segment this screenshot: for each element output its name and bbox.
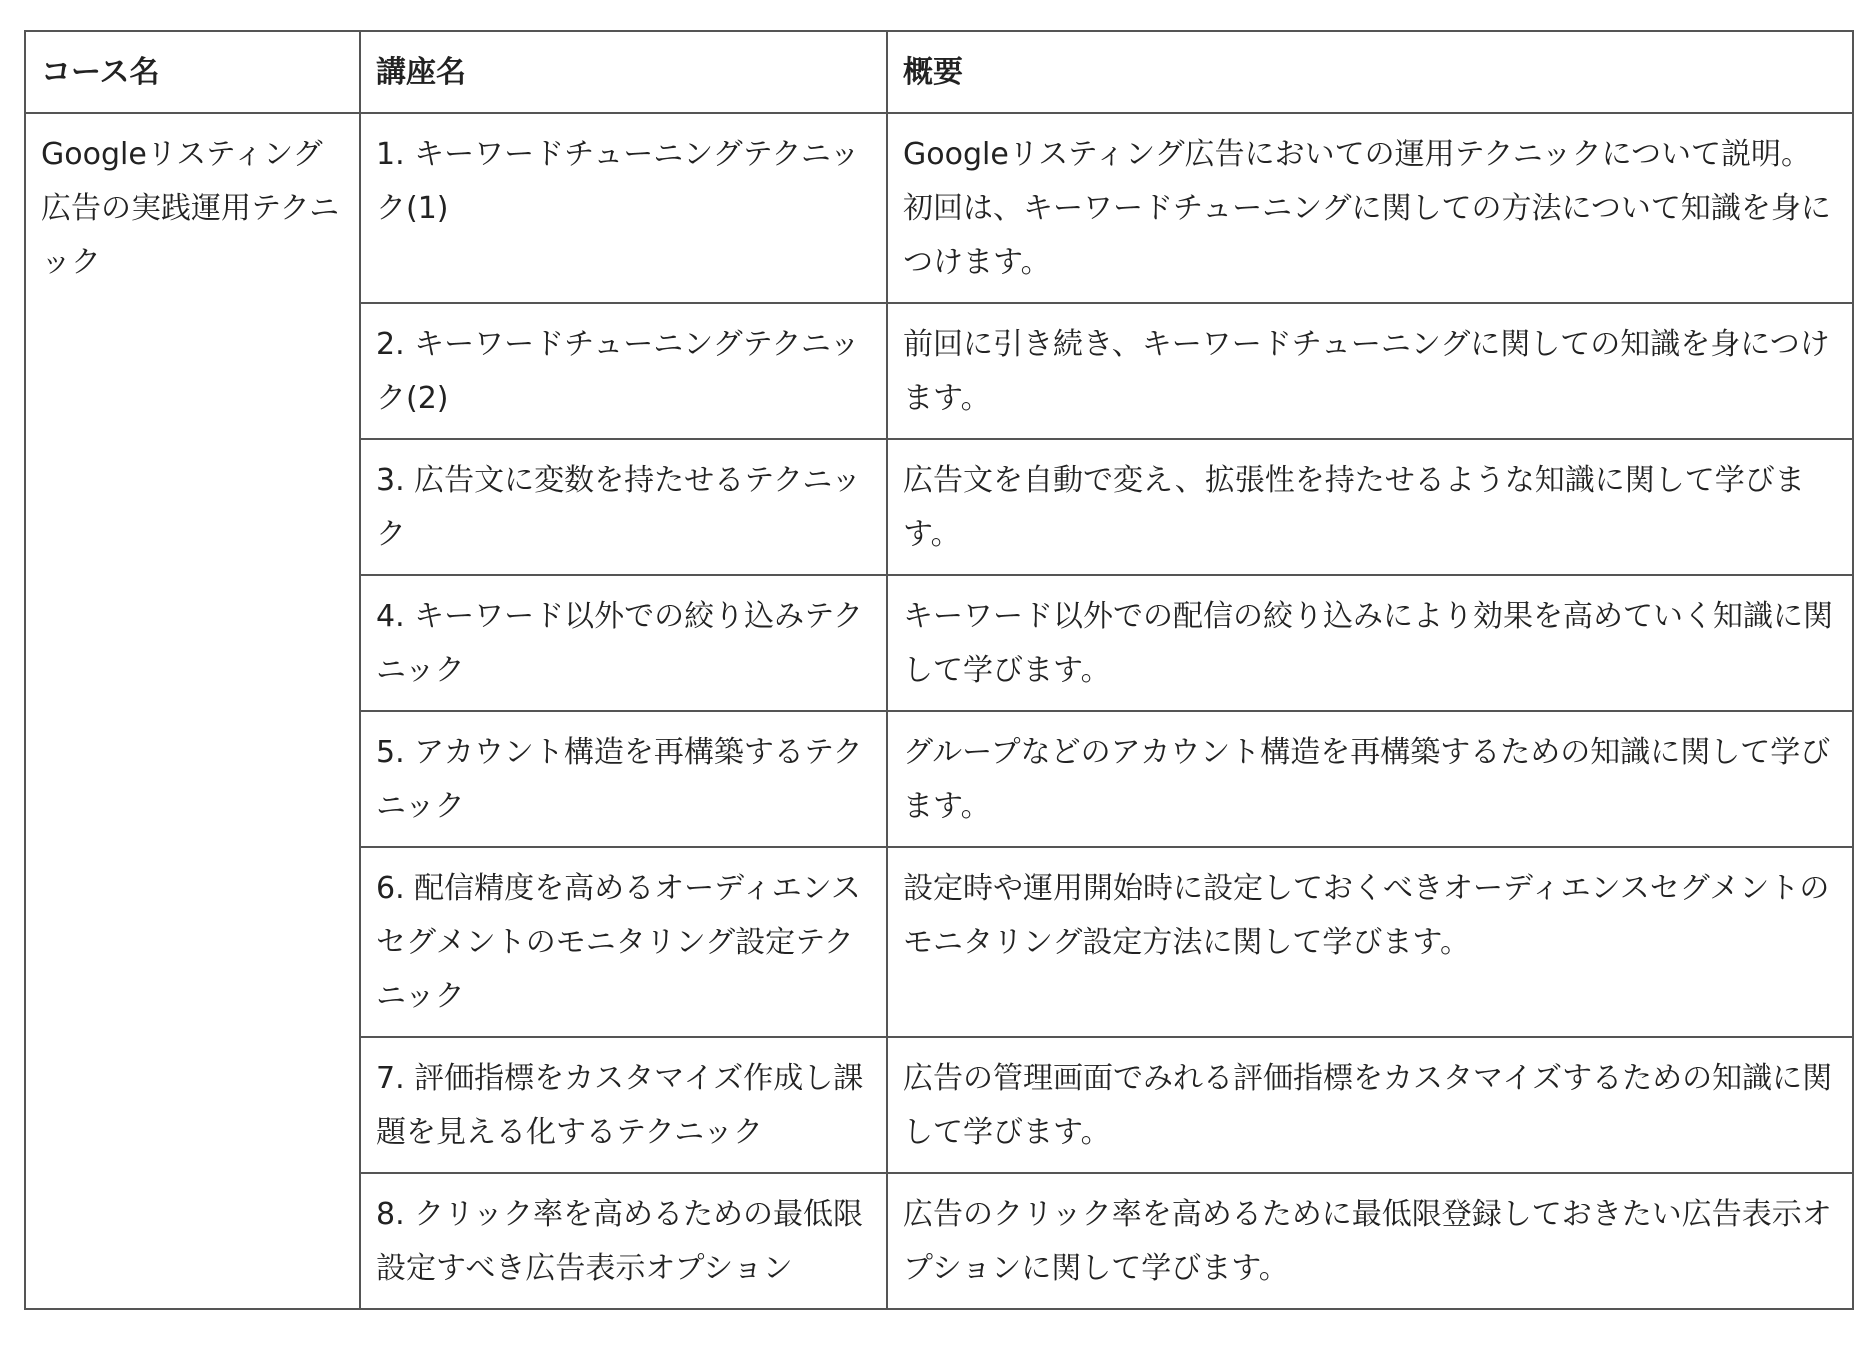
summary-cell: キーワード以外での配信の絞り込みにより効果を高めていく知識に関して学びます。: [887, 575, 1853, 711]
header-summary: 概要: [887, 31, 1853, 113]
lecture-name-cell: 3. 広告文に変数を持たせるテクニック: [360, 439, 887, 575]
table-row: [25, 113, 1853, 303]
header-lecture-name: 講座名: [360, 31, 887, 113]
summary-cell: 広告の管理画面でみれる評価指標をカスタマイズするための知識に関して学びます。: [887, 1037, 1853, 1173]
summary-cell: 広告文を自動で変え、拡張性を持たせるような知識に関して学びます。: [887, 439, 1853, 575]
lecture-name-cell: 2. キーワードチューニングテクニック(2): [360, 303, 887, 439]
summary-cell: 広告のクリック率を高めるために最低限登録しておきたい広告表示オプションに関して学びます。: [887, 1173, 1853, 1309]
lecture-name-cell: 6. 配信精度を高めるオーディエンスセグメントのモニタリング設定テクニック: [360, 847, 887, 1037]
summary-cell: グループなどのアカウント構造を再構築するための知識に関して学びます。: [887, 711, 1853, 847]
lecture-name-cell: 8. クリック率を高めるための最低限設定すべき広告表示オプション: [360, 1173, 887, 1309]
summary-cell: 設定時や運用開始時に設定しておくべきオーディエンスセグメントのモニタリング設定方法に関して学びます。: [887, 847, 1853, 1037]
summary-cell: Googleリスティング広告においての運用テクニックについて説明。初回は、キーワードチューニングに関しての方法について知識を身につけます。: [887, 113, 1853, 303]
course-table-container: [24, 30, 1852, 1310]
summary-cell: 前回に引き続き、キーワードチューニングに関しての知識を身につけます。: [887, 303, 1853, 439]
course-table: [24, 30, 1854, 1310]
header-course-name: コース名: [25, 31, 360, 113]
course-name-cell: Googleリスティング広告の実践運用テクニック: [25, 113, 360, 1309]
table-header-row: [25, 31, 1853, 113]
lecture-name-cell: 5. アカウント構造を再構築するテクニック: [360, 711, 887, 847]
lecture-name-cell: 1. キーワードチューニングテクニック(1): [360, 113, 887, 303]
lecture-name-cell: 7. 評価指標をカスタマイズ作成し課題を見える化するテクニック: [360, 1037, 887, 1173]
lecture-name-cell: 4. キーワード以外での絞り込みテクニック: [360, 575, 887, 711]
